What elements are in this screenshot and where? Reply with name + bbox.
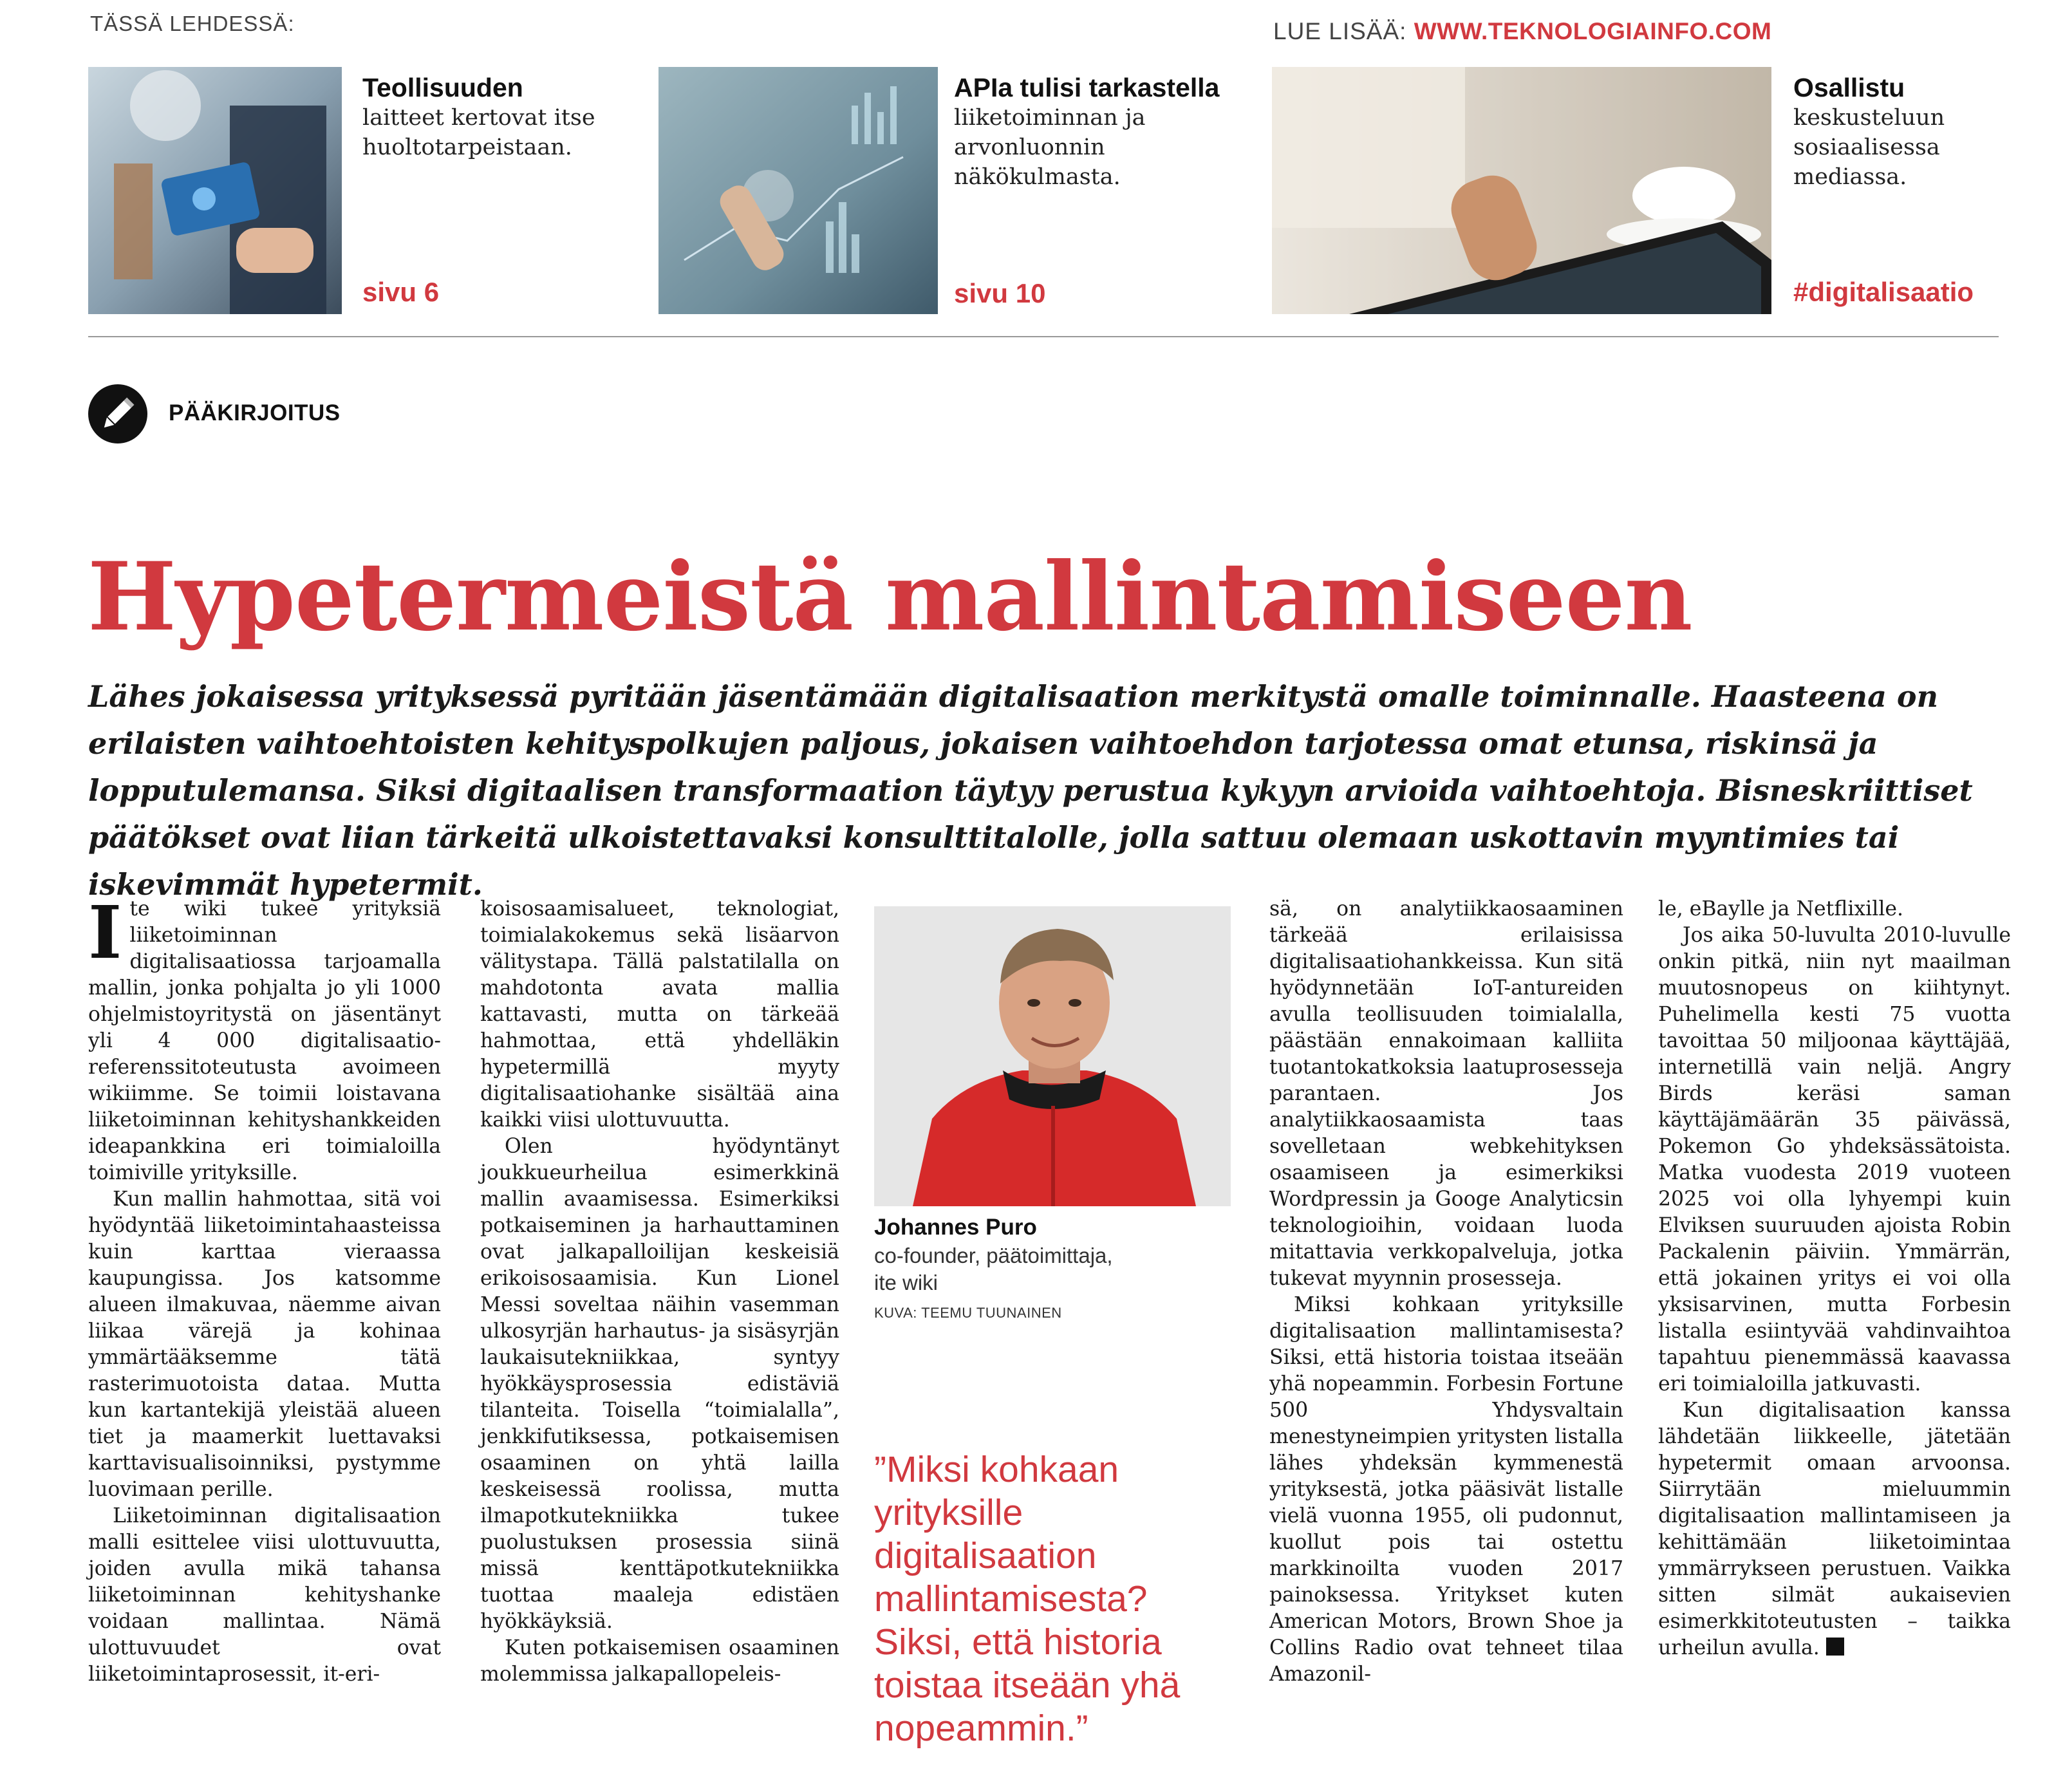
teaser-2-title: APIa tulisi tarkastella xyxy=(954,73,1220,102)
teaser-3-title: Osallistu xyxy=(1793,73,1905,102)
section-badge xyxy=(88,384,147,443)
paragraph: Kun mallin hahmottaa, sitä voi hyödyntää liiketoimintahaasteissa kuin karttaa vieraassa kaupungissa. Jos katsomme alueen ilmakuvaa, näemme aivan liikaa värejä ja kohinaa ymmärtääksemme tätä rasterimuotoista dataa. Mutta kun kartantekijä yleistää alueen tiet ja maamerkit luettavaksi karttavisualisoinniksi, pystymme luovimaan perille. xyxy=(88,1188,441,1501)
author-photo xyxy=(874,906,1231,1206)
photo-credit: KUVA: TEEMU TUUNAINEN xyxy=(874,1305,1062,1321)
paragraph xyxy=(88,891,441,1186)
teaser-1-title: Teollisuuden xyxy=(362,73,523,102)
end-mark-icon xyxy=(1826,1638,1844,1656)
paragraph: Jos aika 50-luvulta 2010-luvulle onkin pitkä, niin nyt maailman muutosnopeus on kiihtynyt. Puhelimella kesti 75 vuotta tavoittaa 50 miljoonaa käyttäjää, internetillä vain neljä. Angry Birds keräsi saman käyttäjämäärän 35 päivässä, Pokemon Go yhdeksässätoista. Matka vuodesta 2019 vuoteen 2025 voi olla lyhyempi kuin Elviksen suuruuden ajoista Robin Packalenin päiviin. Ymmärrän, että jokainen yritys ei voi olla yksisarvinen, mutta Forbesin listalla esiintyvää vahdinvaihtoa tapahtuu pienemmässä kaavassa eri toimialoilla jatkuvasti. xyxy=(1658,924,2011,1395)
read-more-link[interactable]: WWW.TEKNOLOGIAINFO.COM xyxy=(1414,18,1772,44)
read-more xyxy=(1273,18,1771,45)
lead-paragraph: Lähes jokaisessa yrityksessä pyritään jäsentämään digitalisaation merkitystä omalle toiminnalle. Haasteena on erilaisten vaihtoehtoisten kehityspolkujen paljous, jokaisen vaihtoehdon tarjotessa omat etunsa, riskinsä ja lopputulemansa. Siksi digitaalisen transformaation täytyy perustua kykyyn arvioida vaihtoehtoja. Bisneskriittiset päätökset ovat liian tärkeitä ulkoistettavaksi konsulttitalolle, jolla sattuu olemaan uskottavin myyntimies tai iskevimmät hypetermit. xyxy=(88,679,1973,902)
teaser-3-text: keskusteluun sosiaalisessa mediassa. xyxy=(1793,105,1945,190)
read-more-prefix: LUE LISÄÄ: xyxy=(1273,18,1407,44)
author-name: Johannes Puro xyxy=(874,1215,1037,1240)
teaser-image-api xyxy=(658,67,938,314)
teaser-3-hashtag[interactable]: #digitalisaatio xyxy=(1793,277,1974,307)
teaser-2-text: liiketoiminnan ja arvonluonnin näkökulmasta. xyxy=(954,105,1146,190)
top-divider xyxy=(88,336,1999,337)
teaser-2-page[interactable]: sivu 10 xyxy=(954,278,1046,308)
teaser-1-text: laitteet kertovat itse huoltotarpeistaan. xyxy=(362,105,595,160)
in-this-issue-label: TÄSSÄ LEHDESSÄ: xyxy=(90,12,295,35)
body-column-2 xyxy=(480,896,839,1688)
paragraph: Kuten potkaisemisen osaaminen molemmissa jalkapallopeleis- xyxy=(480,1636,839,1686)
teaser-1-page[interactable]: sivu 6 xyxy=(362,277,440,307)
pull-quote: ”Miksi kohkaan yrityksille digitalisaation mallintamisesta? Siksi, että historia toistaa itseään yhä nopeammin.” xyxy=(874,1449,1181,1749)
paragraph: Olen hyödyntänyt joukkueurheilua esimerkkinä mallin avaamisessa. Esimerkiksi potkaiseminen ja harhauttaminen ovat jalkapalloilijan keskeisiä erikoisosaamisia. Kun Lionel Messi soveltaa näihin vasemman ulkosyrjän harhautus- ja sisäsyrjän laukaisutekniikkaa, syntyy hyökkäysprosessia edistäviä tilanteita. Toisella “toimialalla”, jenkkifutiksessa, potkaisemisen osaaminen on yhtä lailla keskeisessä roolissa, mutta ilmapotkutekniikka tukee puolustuksen prosessia siinä missä kenttäpotkutekniikka tuottaa maaleja edistäen hyökkäyksiä. xyxy=(480,1135,839,1633)
paragraph: Miksi kohkaan yrityksille digitalisaation mallintamisesta? Siksi, että historia toistaa itseään yhä nopeammin. Forbesin Fortune 500 Yhdysvaltain menestyneimpien yritysten listalla lähes yhdeksän kymmenestä yrityksestä, jotka pääsivät listalle vielä vuonna 1955, oli pudonnut, kuollut pois tai ostettu markkinoilta vuoden 2017 painoksessa. Yritykset kuten American Motors, Brown Shoe ja Collins Radio ovat tehneet tilaa Amazonil- xyxy=(1269,1293,1623,1686)
headline: Hypetermeistä mallintamiseen xyxy=(88,542,1692,652)
paragraph-text: Kun digitalisaation kanssa lähdetään liikkeelle, jätetään hypetermit omaan arvoonsa. Siirrytään mieluummin digitalisaation mallintamiseen ja kehittämään liiketoimintaa ymmärrykseen perustuen. Vaikka sitten silmät aukaisevien esimerkkitoteutusten – taikka urheilun avulla. xyxy=(1658,1399,2011,1659)
teaser-image-industry xyxy=(88,67,342,314)
paragraph xyxy=(1658,1397,2011,1661)
author-role-line-2: ite wiki xyxy=(874,1271,938,1294)
pencil-icon xyxy=(88,384,147,443)
paragraph: Liiketoiminnan digitalisaation malli esittelee viisi ulottuvuutta, joiden avulla mikä tahansa liiketoiminnan kehityshanke voidaan mallintaa. Nämä ulottuvuudet ovat liiketoimintaprosessit, it-eri- xyxy=(88,1504,441,1686)
paragraph: le, eBaylle ja Netflixille. xyxy=(1658,897,1904,920)
paragraph-text: te wiki tukee yrityksiä liiketoiminnan digitalisaatiossa tarjoamalla mallin, jonka pohjalta jo yli 1000 ohjelmistoyritystä on jäsentänyt yli 4 000 digitalisaatio-referenssitoteutusta avoimeen wikiimme. Se toimii loistavana liiketoiminnan kehityshankkeiden ideapankkina eri toimialoilla toimiville yrityksille. xyxy=(88,897,441,1184)
body-column-3 xyxy=(1269,896,1623,1688)
section-label: PÄÄKIRJOITUS xyxy=(169,400,341,425)
body-column-4 xyxy=(1658,896,2011,1661)
teaser-image-social xyxy=(1272,67,1771,314)
dropcap: I xyxy=(88,891,122,975)
body-column-1 xyxy=(88,891,441,1688)
paragraph: koisosaamisalueet, teknologiat, toimialakokemus sekä lisäarvon välitystapa. Tällä palstatilalla on mahdotonta avata mallia kattavasti, mutta on tärkeää hahmottaa, että yhdelläkin hypetermillä myyty digitalisaatiohanke sisältää aina kaikki viisi ulottuvuutta. xyxy=(480,897,839,1132)
paragraph: sä, on analytiikkaosaaminen tärkeää erilaisissa digitalisaatiohankkeissa. Kun sitä hyödynnetään IoT-antureiden avulla teollisuuden toimialalla, päästään ennakoimaan kalliita tuotantokatkoksia laatuprosesseja parantaen. Jos analytiikkaosaamista taas sovelletaan webkehityksen osaamiseen ja esimerkiksi Wordpressin ja Googe Analyticsin teknologioihin, voidaan luoda mitattavia verkkopalveluja, jotka tukevat myynnin prosesseja. xyxy=(1269,897,1623,1290)
author-role-line-1: co-founder, päätoimittaja, xyxy=(874,1244,1113,1267)
